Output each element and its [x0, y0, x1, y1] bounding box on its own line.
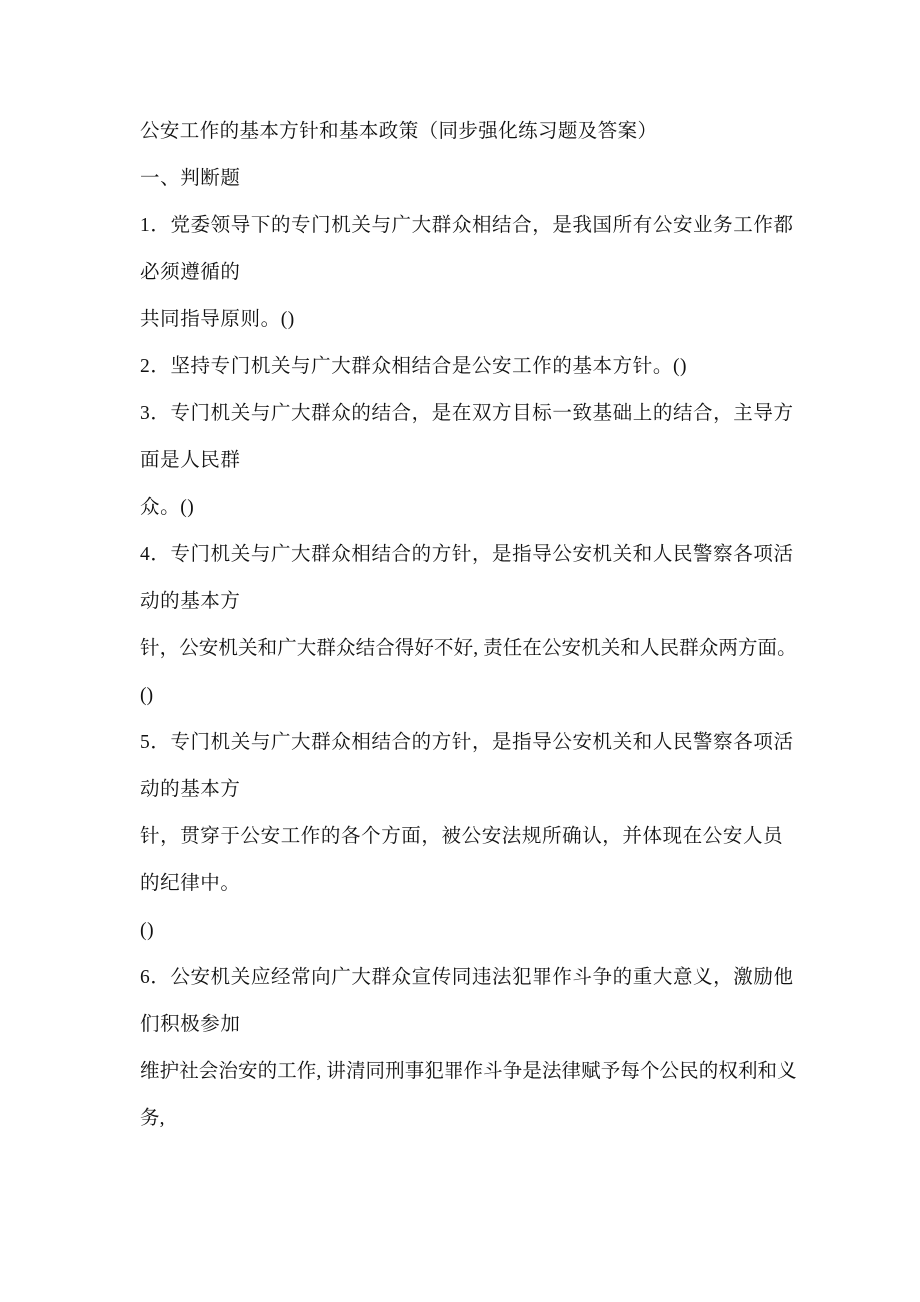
section-heading-judgement: 一、判断题: [140, 168, 241, 189]
question-line-7: 针，公安机关和广大群众结合得好不好, 责任在公安机关和人民群众两方面。(): [140, 638, 797, 706]
question-line-3: 2．坚持专门机关与广大群众相结合是公安工作的基本方针。(): [140, 356, 688, 377]
question-line-1: 1．党委领导下的专门机关与广大群众相结合，是我国所有公安业务工作都必须遵循的: [140, 215, 794, 283]
document-title: 公安工作的基本方针和基本政策（同步强化练习题及答案）: [140, 121, 658, 142]
question-line-4: 3．专门机关与广大群众的结合，是在双方目标一致基础上的结合，主导方面是人民群: [140, 403, 794, 471]
question-line-11: 6．公安机关应经常向广大群众宣传同违法犯罪作斗争的重大意义，激励他们积极参加: [140, 967, 794, 1035]
question-line-10: (): [140, 920, 155, 941]
question-line-9: 针，贯穿于公安工作的各个方面，被公安法规所确认，并体现在公安人员的纪律中。: [140, 826, 784, 894]
question-line-5: 众。(): [140, 497, 195, 518]
question-line-8: 5．专门机关与广大群众相结合的方针，是指导公安机关和人民警察各项活动的基本方: [140, 732, 794, 800]
question-line-2: 共同指导原则。(): [140, 309, 295, 330]
question-line-6: 4．专门机关与广大群众相结合的方针，是指导公安机关和人民警察各项活动的基本方: [140, 544, 794, 612]
document-text-body: [140, 108, 800, 1142]
question-line-12: 维护社会治安的工作, 讲清同刑事犯罪作斗争是法律赋予每个公民的权利和义务,: [140, 1061, 797, 1129]
